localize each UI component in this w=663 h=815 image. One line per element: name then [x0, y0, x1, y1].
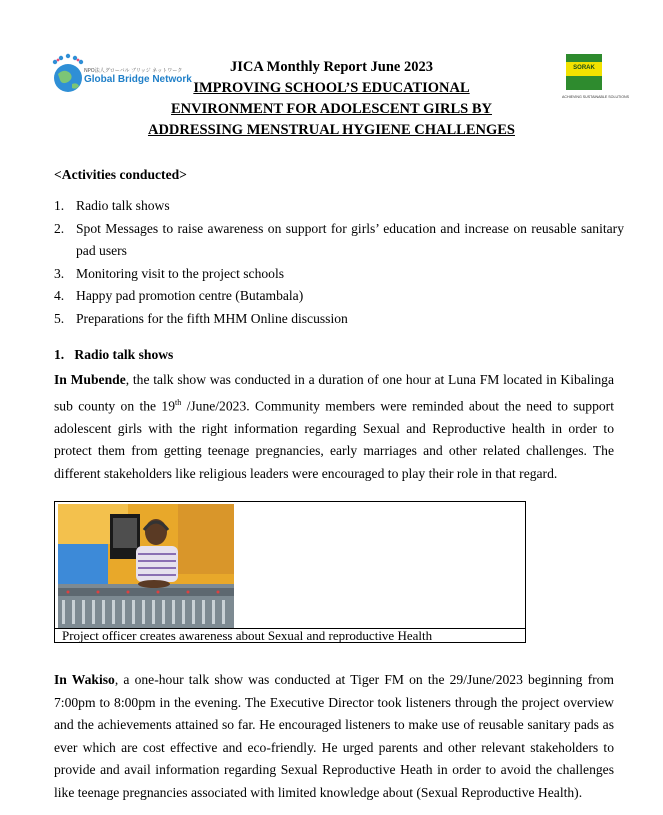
- list-item: 5. Preparations for the fifth MHM Online discussion: [54, 310, 348, 326]
- sorak-tagline: ACHIEVING SUSTAINABLE SOLUTIONS: [562, 95, 630, 99]
- mubende-paragraph: In Mubende, the talk show was conducted in a duration of one hour at Luna FM located in Kibalinga sub county on the 19th /June/2023. Community members were reminded about the need to support adolescent girls with the right information regarding Sexual and Reproductive health in order to protect them from getting teenage pregnancies, early marriages and other related challenges. The different stakeholders like religious leaders were encouraged to play their role in that regard.: [54, 372, 614, 481]
- mubende-lead: In Mubende: [54, 372, 126, 387]
- logo-name: Global Bridge Network: [84, 74, 192, 85]
- photo-caption: Project officer creates awareness about Sexual and reproductive Health: [62, 628, 433, 643]
- activities-list: [54, 195, 624, 330]
- project-title-line2: ENVIRONMENT FOR ADOLESCENT GIRLS BY: [171, 101, 492, 117]
- report-title: JICA Monthly Report June 2023: [229, 59, 433, 75]
- activities-heading: <Activities conducted>: [54, 167, 187, 182]
- wakiso-lead: In Wakiso: [54, 672, 115, 687]
- sorak-name: SORAK: [573, 65, 595, 71]
- section-heading: 1. Radio talk shows: [54, 347, 174, 362]
- logo-jp-text: NPO法人グローバル ブリッジ ネットワーク: [84, 68, 183, 74]
- project-title-line3: ADDRESSING MENSTRUAL HYGIENE CHALLENGES: [147, 122, 515, 138]
- radio-studio-photo: [58, 504, 234, 628]
- list-item: 4. Happy pad promotion centre (Butambala): [54, 288, 304, 303]
- project-title-line1: IMPROVING SCHOOL’S EDUCATIONAL: [193, 80, 470, 96]
- list-item: 1. Radio talk shows: [54, 198, 170, 213]
- list-item: 3. Monitoring visit to the project schools: [54, 265, 285, 281]
- wakiso-paragraph: In Wakiso, a one-hour talk show was conducted at Tiger FM on the 29/June/2023 beginning from 7:00pm to 8:00pm in the evening. The Executive Director took listeners through the project overview and the achievements attained so far. He encouraged listeners to make use of reusable sanitary pads as ever which are cost effective and eco-friendly. He urged parents and other relevant stakeholders to provide and avail information regarding Sexual Reproductive Heath in order to avoid the challenges like teenage pregnancies associated with limited knowledge about (Sexual Reproductive Health).: [54, 672, 614, 800]
- photo-figure: [54, 501, 526, 643]
- list-item: 2. Spot Messages to raise awareness on support for girls’ education and increase on reusable sanitary pad users: [54, 220, 624, 258]
